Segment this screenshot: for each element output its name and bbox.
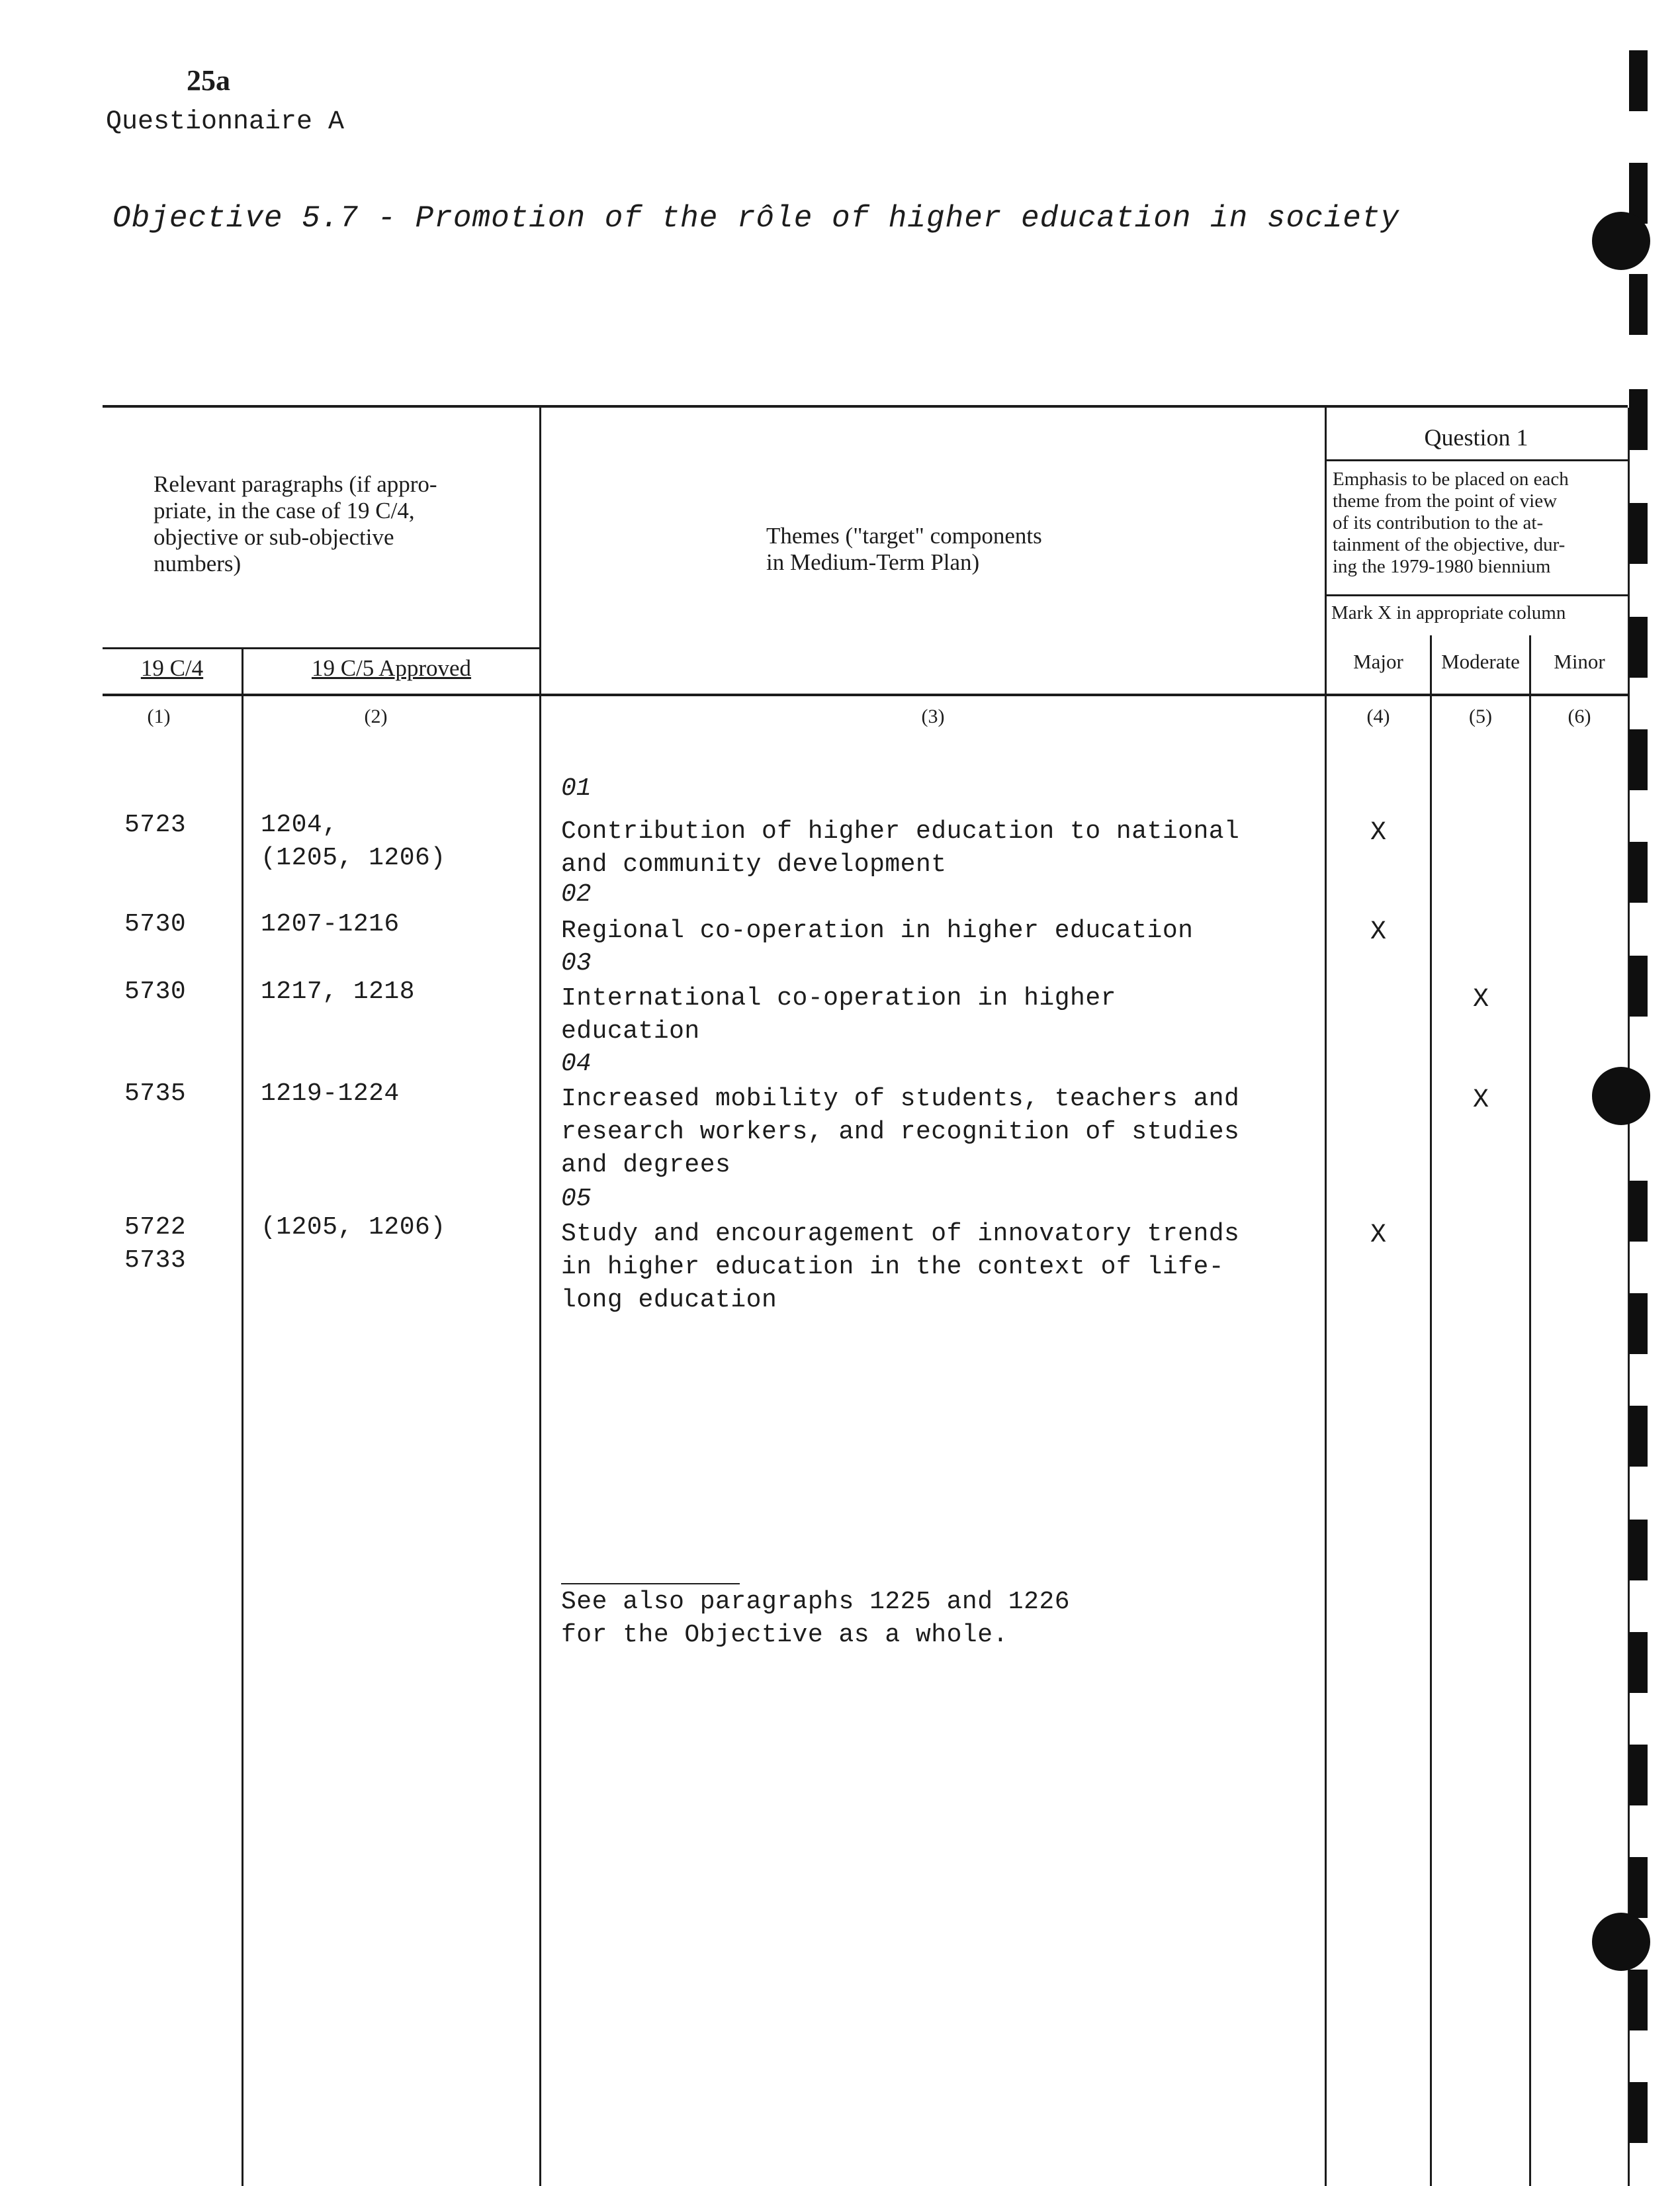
binding-hole bbox=[1592, 212, 1650, 270]
mark-major: X bbox=[1370, 917, 1386, 947]
relevant-header-line: Relevant paragraphs (if appro- bbox=[154, 471, 437, 497]
col1-header: 19 C/4 bbox=[140, 655, 204, 681]
c5-value: 1217, 1218 bbox=[261, 978, 416, 1006]
binding-bar bbox=[1629, 2082, 1648, 2143]
theme-text: Study and encouragement of innovatory trends bbox=[561, 1220, 1240, 1248]
theme-text: long education bbox=[561, 1286, 777, 1314]
binding-bar bbox=[1629, 842, 1648, 903]
c4-value: 5735 bbox=[124, 1079, 187, 1108]
theme-text: and degrees bbox=[561, 1151, 731, 1179]
emphasis-line: Emphasis to be placed on each bbox=[1333, 469, 1569, 490]
binding-bar bbox=[1629, 1970, 1648, 2030]
minor-header: Minor bbox=[1554, 650, 1605, 673]
theme-number: 05 bbox=[561, 1185, 592, 1213]
theme-text: and community development bbox=[561, 850, 947, 879]
binding-bar bbox=[1629, 503, 1648, 564]
subhead-rule bbox=[103, 647, 541, 649]
relevant-header-line: numbers) bbox=[154, 551, 242, 576]
c4-value: 5730 bbox=[124, 978, 187, 1006]
questionnaire-label: Questionnaire A bbox=[106, 107, 345, 137]
table-top-rule bbox=[103, 405, 1628, 408]
note-line: for the Objective as a whole. bbox=[561, 1621, 1008, 1649]
col-rule-1 bbox=[242, 647, 243, 2186]
page-number: 25a bbox=[187, 64, 230, 97]
emphasis-line: theme from the point of view bbox=[1333, 490, 1558, 512]
theme-number: 02 bbox=[561, 880, 592, 909]
theme-number: 03 bbox=[561, 949, 592, 978]
mark-instruction: Mark X in appropriate column bbox=[1331, 602, 1566, 623]
emphasis-line: tainment of the objective, dur- bbox=[1333, 534, 1566, 555]
mark-moderate: X bbox=[1472, 1085, 1489, 1115]
mark-major: X bbox=[1370, 1220, 1386, 1250]
mark-rule bbox=[1325, 594, 1629, 596]
binding-bar bbox=[1629, 1181, 1648, 1242]
binding-bar bbox=[1629, 274, 1648, 335]
emphasis-line: ing the 1979-1980 biennium bbox=[1333, 556, 1551, 577]
binding-bar bbox=[1629, 617, 1648, 678]
theme-text: research workers, and recognition of studies bbox=[561, 1118, 1240, 1146]
emphasis-header bbox=[1333, 469, 1624, 578]
c5-value: (1205, 1206) bbox=[261, 1213, 446, 1242]
col-rule-2 bbox=[539, 408, 541, 2186]
note-line: See also paragraphs 1225 and 1226 bbox=[561, 1588, 1071, 1616]
binding-bar bbox=[1629, 1406, 1648, 1467]
themes-header-line: in Medium-Term Plan) bbox=[766, 549, 980, 575]
major-header: Major bbox=[1353, 650, 1403, 673]
theme-number: 04 bbox=[561, 1050, 592, 1078]
theme-number: 01 bbox=[561, 774, 592, 803]
binding-bar bbox=[1629, 729, 1648, 790]
question-header: Question 1 bbox=[1424, 424, 1528, 451]
binding-bar bbox=[1629, 389, 1648, 450]
col-rule-5 bbox=[1529, 635, 1531, 2186]
c4-value: 5722 bbox=[124, 1213, 187, 1242]
theme-text: education bbox=[561, 1017, 700, 1046]
themes-header-line: Themes ("target" components bbox=[766, 523, 1042, 549]
emphasis-line: of its contribution to the at- bbox=[1333, 512, 1544, 533]
theme-text: in higher education in the context of life- bbox=[561, 1253, 1225, 1281]
header-bottom-rule bbox=[103, 694, 1628, 696]
binding-bar bbox=[1629, 1857, 1648, 1918]
col-number-6: (6) bbox=[1568, 706, 1591, 727]
col-number-5: (5) bbox=[1469, 706, 1492, 727]
c5-value: (1205, 1206) bbox=[261, 844, 446, 872]
note-rule bbox=[561, 1583, 740, 1584]
col2-header: 19 C/5 Approved bbox=[311, 655, 472, 681]
objective-title: Objective 5.7 - Promotion of the rôle of higher education in society bbox=[112, 201, 1400, 236]
c5-value: 1207-1216 bbox=[261, 910, 400, 938]
binding-bar bbox=[1629, 1293, 1648, 1354]
relevant-header-line: objective or sub-objective bbox=[154, 524, 394, 550]
theme-text: Regional co-operation in higher education bbox=[561, 917, 1194, 945]
binding-bar bbox=[1629, 1745, 1648, 1805]
binding-bar bbox=[1629, 50, 1648, 111]
theme-text: Contribution of higher education to national bbox=[561, 817, 1240, 846]
moderate-header: Moderate bbox=[1441, 650, 1520, 673]
theme-text: International co-operation in higher bbox=[561, 984, 1116, 1013]
binding-bar bbox=[1629, 1520, 1648, 1580]
mark-major: X bbox=[1370, 818, 1386, 848]
c5-value: 1204, bbox=[261, 811, 338, 839]
col-number-3: (3) bbox=[921, 706, 945, 727]
c4-value: 5733 bbox=[124, 1246, 187, 1275]
c4-value: 5723 bbox=[124, 811, 187, 839]
theme-text: Increased mobility of students, teachers and bbox=[561, 1085, 1240, 1113]
col-rule-4 bbox=[1430, 635, 1432, 2186]
col-number-2: (2) bbox=[364, 706, 388, 727]
binding-hole bbox=[1592, 1067, 1650, 1125]
binding-bar bbox=[1629, 1632, 1648, 1693]
relevant-header-line: priate, in the case of 19 C/4, bbox=[154, 498, 415, 524]
themes-header bbox=[766, 523, 1229, 576]
c5-value: 1219-1224 bbox=[261, 1079, 400, 1108]
binding-bar bbox=[1629, 956, 1648, 1017]
col-rule-3 bbox=[1325, 408, 1327, 2186]
col-number-4: (4) bbox=[1366, 706, 1390, 727]
mark-moderate: X bbox=[1472, 985, 1489, 1015]
c4-value: 5730 bbox=[124, 910, 187, 938]
binding-hole bbox=[1592, 1913, 1650, 1971]
col-number-1: (1) bbox=[147, 706, 171, 727]
relevant-paragraphs-header bbox=[154, 471, 524, 577]
question-rule bbox=[1325, 459, 1629, 461]
